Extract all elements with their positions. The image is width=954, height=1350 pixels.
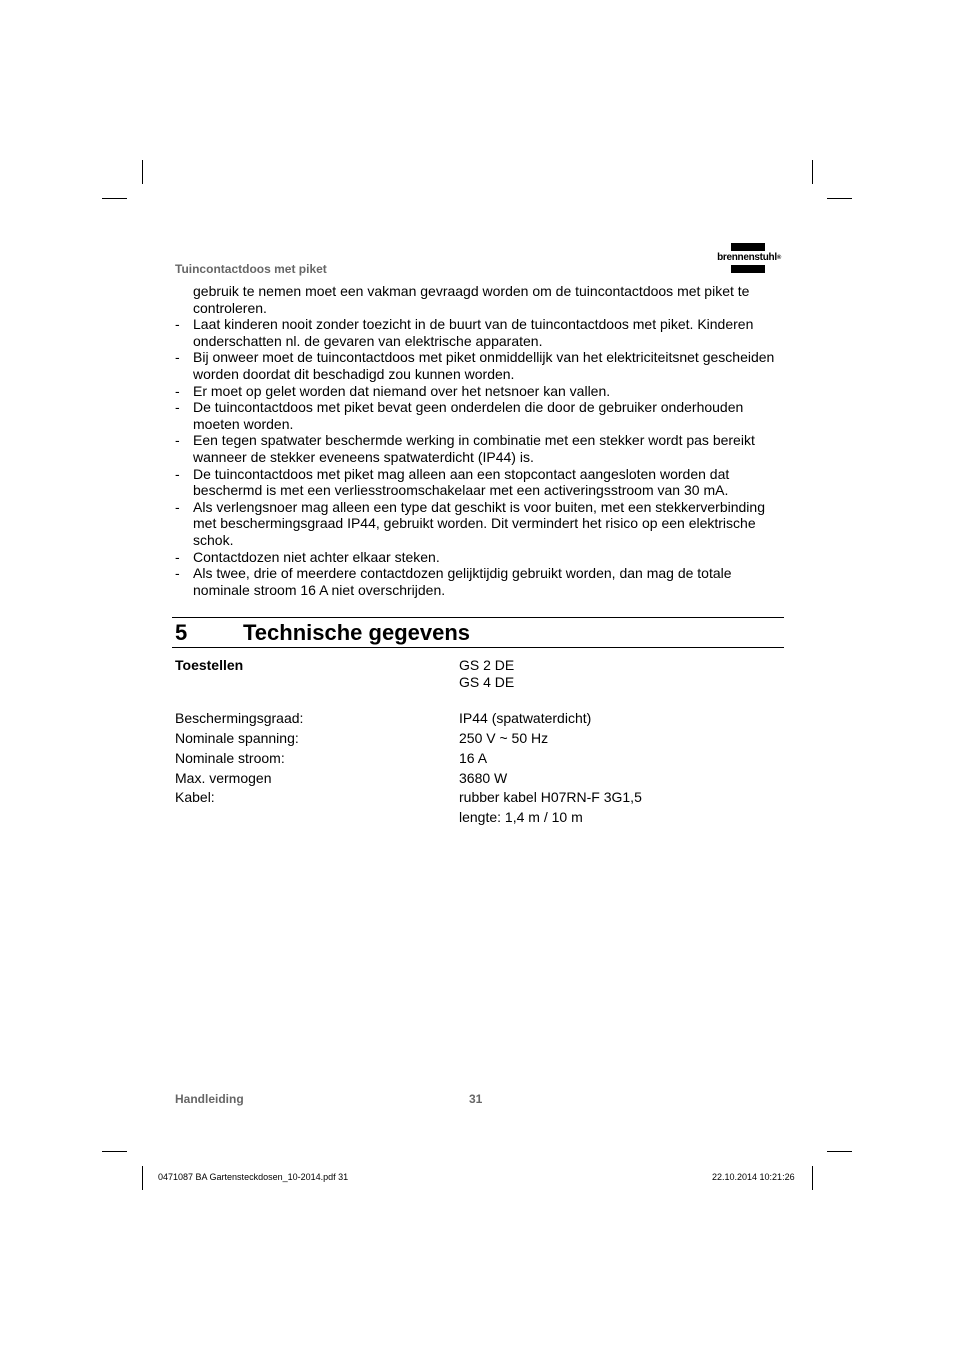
crop-mark (102, 198, 127, 199)
crop-mark (827, 1151, 852, 1152)
logo-bar-top (731, 243, 765, 251)
crop-mark (812, 160, 813, 184)
section-title: Technische gegevens (243, 620, 471, 645)
spec-label: Kabel: (175, 789, 215, 805)
spec-value: rubber kabel H07RN-F 3G1,5 (459, 789, 642, 805)
list-item: - Een tegen spatwater beschermde werking in combinatie met een stekker wordt pas bereikt wanneer de stekker eveneens spatwaterdicht (IP44) is. (175, 432, 785, 465)
running-header: Tuincontactdoos met piket (175, 262, 327, 276)
spec-value: 3680 W (459, 770, 508, 786)
spec-label: Max. vermogen (175, 770, 272, 786)
page-number: 31 (469, 1092, 483, 1106)
list-item: - De tuincontactdoos met piket bevat geen onderdelen die door de gebruiker onderhouden moeten worden. (175, 399, 785, 432)
bullet-list (175, 316, 785, 598)
crop-mark (812, 1166, 813, 1190)
section-number: 5 (175, 620, 188, 645)
list-item: - De tuincontactdoos met piket mag alleen aan een stopcontact aangesloten worden dat beschermd is met een verliesstroomschakelaar met een activeringsstroom van 30 mA. (175, 466, 785, 499)
brand-logo (714, 243, 784, 275)
crop-mark (102, 1151, 127, 1152)
logo-bar-bottom (731, 265, 765, 273)
spec-value: IP44 (spatwaterdicht) (459, 710, 592, 726)
list-item: - Bij onweer moet de tuincontactdoos met piket onmiddellijk van het elektriciteitsnet gescheiden worden doordat dit beschadigd zou kunnen worden. (175, 349, 785, 382)
device-model: GS 4 DE (459, 674, 515, 690)
print-file-info: 0471087 BA Gartensteckdosen_10-2014.pdf 31 (158, 1172, 349, 1182)
section-rule-top (172, 617, 784, 618)
spec-label: Nominale spanning: (175, 730, 299, 746)
list-item: - Als verlengsnoer mag alleen een type dat geschikt is voor buiten, met een stekkerverbinding met beschermingsgraad IP44, gebruikt worden. Dit vermindert het risico op een elektrische schok. (175, 499, 785, 549)
spec-label: Beschermingsgraad: (175, 710, 304, 726)
list-item: - Als twee, drie of meerdere contactdozen gelijktijdig gebruikt worden, dan mag de totale nominale stroom 16 A niet overschrijden. (175, 565, 785, 598)
safety-instructions (175, 283, 785, 598)
list-item: - Er moet op gelet worden dat niemand over het netsnoer kan vallen. (175, 383, 785, 400)
list-item: - Laat kinderen nooit zonder toezicht in de buurt van de tuincontactdoos met piket. Kinderen onderschatten nl. de gevaren van elektrische apparaten. (175, 316, 785, 349)
section-rule-bottom (172, 647, 784, 648)
spec-value: lengte: 1,4 m / 10 m (459, 809, 583, 825)
spec-label: Nominale stroom: (175, 750, 285, 766)
footer-label: Handleiding (175, 1092, 244, 1106)
list-item: - Contactdozen niet achter elkaar steken. (175, 549, 785, 566)
spec-value: 250 V ~ 50 Hz (459, 730, 549, 746)
intro-paragraph: gebruik te nemen moet een vakman gevraagd worden om de tuincontactdoos met piket te controleren. (193, 283, 750, 316)
crop-mark (827, 198, 852, 199)
logo-wordmark: brennenstuhl® (717, 252, 781, 263)
crop-mark (142, 160, 143, 184)
spec-value: 16 A (459, 750, 488, 766)
print-timestamp: 22.10.2014 10:21:26 (712, 1172, 795, 1182)
crop-mark (142, 1166, 143, 1190)
devices-label: Toestellen (175, 657, 244, 673)
device-model: GS 2 DE (459, 657, 515, 673)
